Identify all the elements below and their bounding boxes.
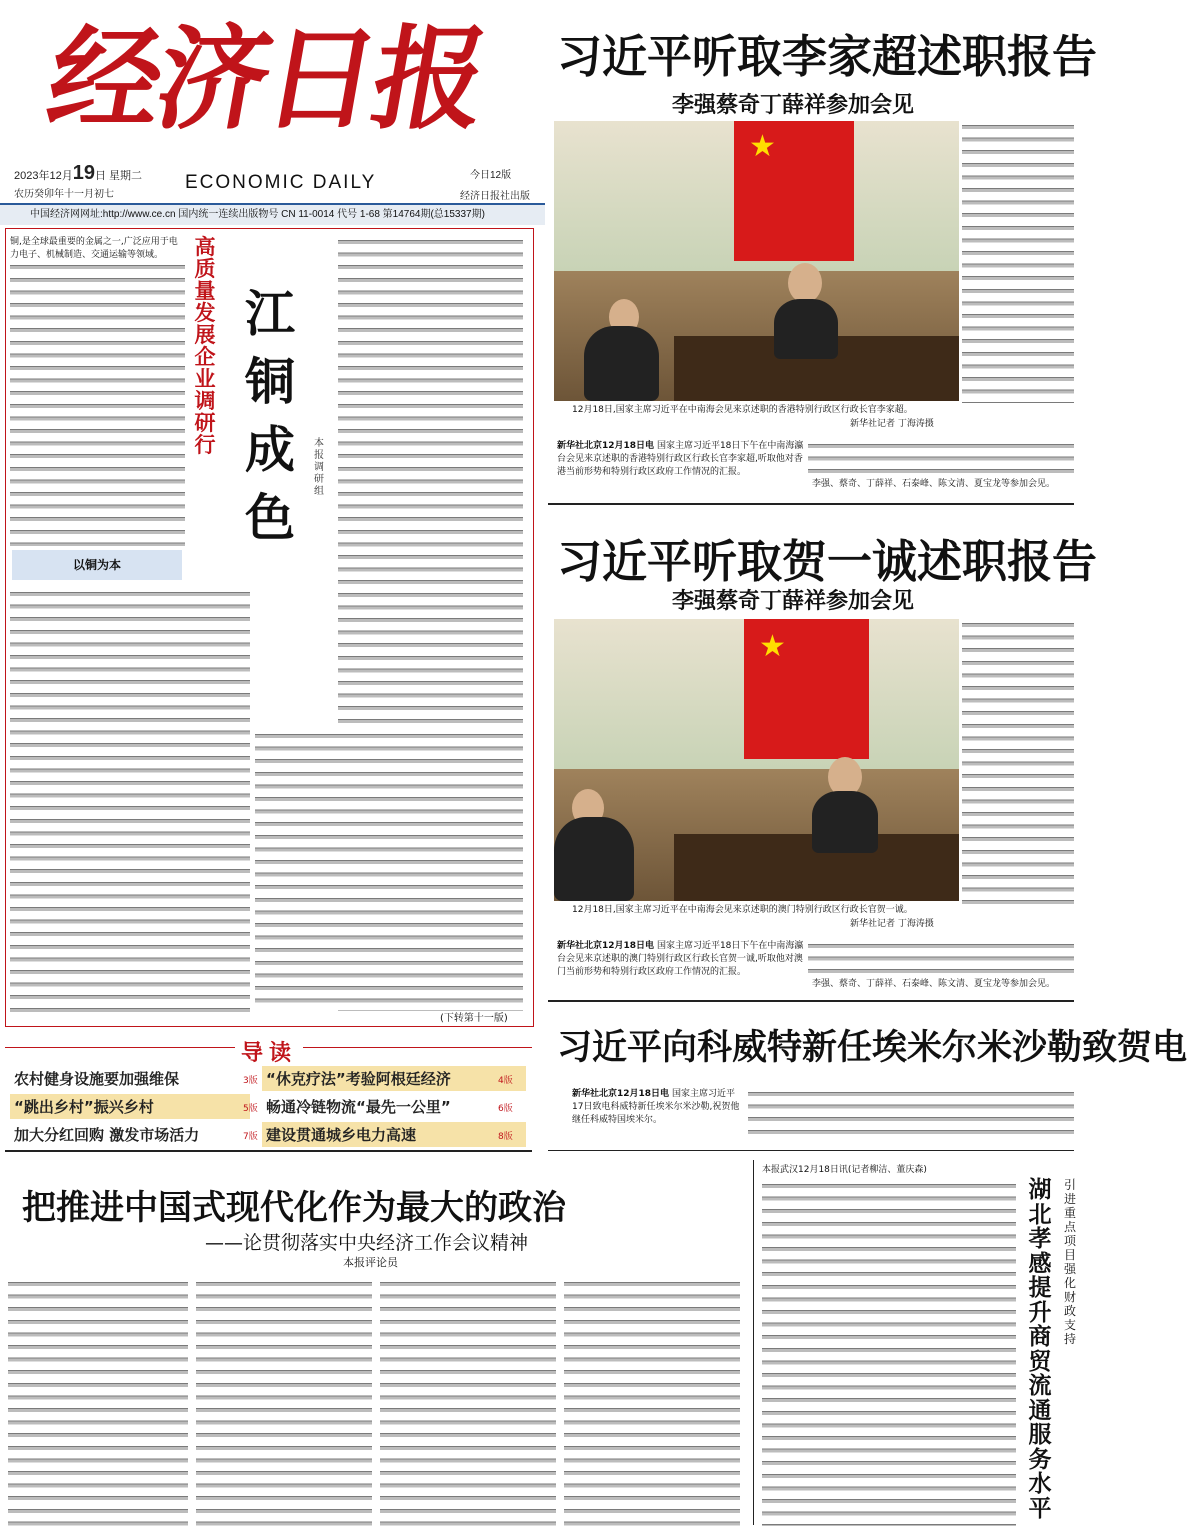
story1-lead: 新华社北京12月18日电 国家主席习近平18日下午在中南海瀛台会见来京述职的香港特别行政区行政长官李家超,听取他对香港当前形势和特别行政区政府工作情况的汇报。 — [557, 441, 804, 477]
edition-count: 今日12版 — [470, 170, 512, 181]
divider — [548, 503, 1074, 505]
guide-item[interactable]: 农村健身设施要加强维保 — [14, 1070, 180, 1088]
story3-body — [748, 1088, 1074, 1140]
feature-title: 江铜成色 — [245, 285, 295, 547]
story4-dateline: 本报武汉12月18日讯(记者柳洁、董庆森) — [762, 1165, 927, 1175]
feature-kicker: 高质量发展企业调研行 — [194, 235, 216, 457]
story1-body-bottom — [808, 440, 1074, 478]
editorial-byline: 本报评论员 — [343, 1256, 398, 1269]
story4-body — [762, 1180, 1016, 1526]
guide-item-page: 5版 — [243, 1104, 258, 1114]
story2-body-right — [962, 619, 1074, 904]
feature-col2-bottom — [255, 730, 523, 1010]
info-bar: 中国经济网网址:http://www.ce.cn 国内统一连续出版物号 CN 11-0014 代号 1-68 第14764期(总15337期) — [0, 203, 545, 225]
story2-headline: 习近平听取贺一诚述职报告 — [557, 535, 1098, 588]
flag-star-icon: ★ — [749, 129, 776, 164]
guide-item[interactable]: “跳出乡村”振兴乡村 — [10, 1094, 250, 1119]
story2-credit: 新华社记者 丁海涛摄 — [850, 919, 934, 929]
feature-intro: 铜,是全球最重要的金属之一,广泛应用于电力电子、机械制造、交通运输等领域。 — [10, 236, 185, 262]
story1-body-right — [962, 121, 1074, 403]
divider — [548, 1000, 1074, 1002]
story2-photo — [554, 619, 959, 901]
lunar-date: 农历癸卯年十一月初七 — [14, 189, 114, 200]
story3-headline: 习近平向科威特新任埃米尔米沙勒致贺电 — [557, 1028, 1187, 1068]
issue-date: 2023年12月19日 星期二 — [14, 162, 143, 184]
feature-continued: (下转第十一版) — [440, 1013, 508, 1024]
guide-title: 导读 — [235, 1036, 303, 1067]
divider — [753, 1160, 754, 1525]
feature-col1 — [10, 588, 250, 1018]
story1-credit: 新华社记者 丁海涛摄 — [850, 419, 934, 429]
editorial-col2 — [196, 1278, 372, 1526]
guide-item[interactable]: 加大分红回购 激发市场活力 — [14, 1126, 200, 1144]
editorial-col3 — [380, 1278, 556, 1526]
guide-item[interactable]: “休克疗法”考验阿根廷经济 — [262, 1066, 526, 1091]
feature-col1-top — [10, 236, 185, 546]
story1-headline: 习近平听取李家超述职报告 — [557, 30, 1098, 83]
story4-kicker: 引进重点项目 强化财政支持 — [1063, 1178, 1076, 1346]
guide-item-page: 8版 — [498, 1132, 513, 1142]
story2-lead: 新华社北京12月18日电 国家主席习近平18日下午在中南海瀛台会见来京述职的澳门特别行政区行政长官贺一诚,听取他对澳门当前形势和特别行政区政府工作情况的汇报。 — [557, 941, 804, 977]
flag-star-icon: ★ — [759, 629, 786, 664]
guide-item-page: 6版 — [498, 1104, 513, 1114]
story4-headline: 湖北孝感提升商贸流通服务水平 — [1028, 1177, 1052, 1522]
masthead-logo — [38, 5, 494, 155]
publisher: 经济日报社出版 — [460, 191, 530, 202]
divider — [548, 1150, 1074, 1151]
story1-attendees: 李强、蔡奇、丁薛祥、石泰峰、陈文清、夏宝龙等参加会见。 — [812, 479, 1056, 489]
editorial-col4 — [564, 1278, 740, 1526]
issue-day: 19 — [72, 162, 95, 184]
story3-lead: 新华社北京12月18日电 国家主席习近平17日致电科威特新任埃米尔米沙勒,祝贺他继任科威特国埃米尔。 — [572, 1089, 740, 1125]
feature-byline: 本报调研组 — [314, 438, 324, 497]
story1-photo — [554, 121, 959, 401]
story2-subhead: 李强蔡奇丁薛祥参加会见 — [672, 589, 915, 614]
editorial-col1 — [8, 1278, 188, 1526]
guide-item-page: 7版 — [243, 1132, 258, 1142]
story2-attendees: 李强、蔡奇、丁薛祥、石泰峰、陈文清、夏宝龙等参加会见。 — [812, 979, 1056, 989]
story2-body-bottom — [808, 940, 1074, 978]
guide-item-page: 3版 — [243, 1076, 258, 1086]
feature-section-label: 以铜为本 — [12, 550, 182, 580]
guide-item[interactable]: 建设贯通城乡电力高速 — [262, 1122, 526, 1147]
guide-item-page: 4版 — [498, 1076, 513, 1086]
story1-caption: 12月18日,国家主席习近平在中南海会见来京述职的香港特别行政区行政长官李家超。 — [572, 405, 913, 415]
divider — [5, 1150, 532, 1152]
editorial-headline: 把推进中国式现代化作为最大的政治 — [22, 1188, 566, 1228]
masthead-english: ECONOMIC DAILY — [185, 172, 377, 193]
masthead-title: 经济日报 — [38, 14, 494, 145]
editorial-subhead: ——论贯彻落实中央经济工作会议精神 — [205, 1232, 529, 1254]
guide-item[interactable]: 畅通冷链物流“最先一公里” — [266, 1098, 451, 1116]
story1-subhead: 李强蔡奇丁薛祥参加会见 — [672, 93, 915, 118]
story2-caption: 12月18日,国家主席习近平在中南海会见来京述职的澳门特别行政区行政长官贺一诚。 — [572, 905, 913, 915]
